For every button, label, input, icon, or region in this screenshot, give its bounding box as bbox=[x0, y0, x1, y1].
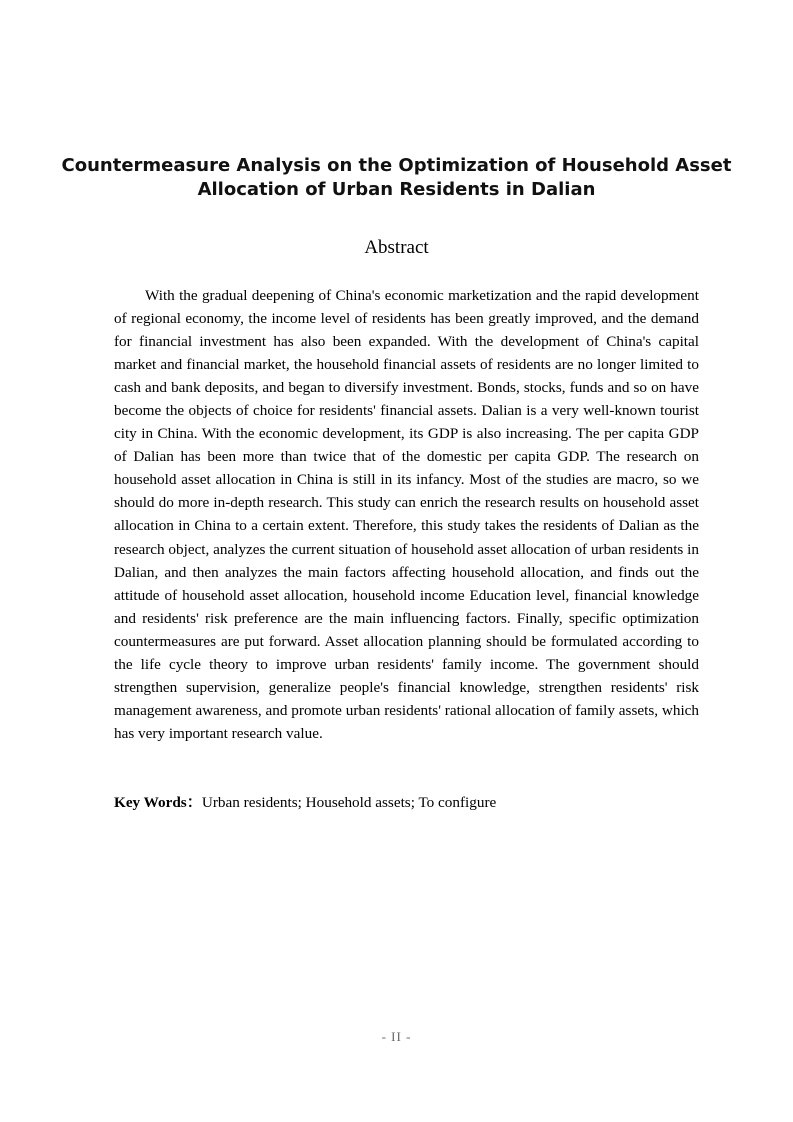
abstract-heading: Abstract bbox=[364, 237, 429, 258]
page-number: - II - bbox=[381, 1029, 412, 1044]
document-title-line-1: Countermeasure Analysis on the Optimization of Household Asset bbox=[61, 155, 732, 176]
document-title bbox=[60, 154, 733, 202]
keywords-label: Key Words： bbox=[114, 794, 202, 811]
keywords-line bbox=[114, 791, 699, 814]
abstract-paragraph: With the gradual deepening of China's economic marketization and the rapid development of regional economy, the income level of residents has been greatly improved, and the demand for financial investment has also been expanded. With the development of China's capital market and financial market, the household financial assets of residents are no longer limited to cash and bank deposits, and began to diversify investment. Bonds, stocks, funds and so on have become the objects of choice for residents' financial assets. Dalian is a very well-known tourist city in China. With the economic development, its GDP is also increasing. The per capita GDP of Dalian has been more than twice that of the domestic per capita GDP. The research on household asset allocation in China is still in its infancy. Most of the studies are macro, so we should do more in-depth research. This study can enrich the research results on household asset allocation in China to a certain extent. Therefore, this study takes the residents of Dalian as the research object, analyzes the current situation of household asset allocation of urban residents in Dalian, and then analyzes the main factors affecting household allocation, and finds out the attitude of household asset allocation, household income Education level, financial knowledge and residents' risk preference are the main influencing factors. Finally, specific optimization countermeasures are put forward. Asset allocation planning should be formulated according to the life cycle theory to improve urban residents' family income. The government should strengthen supervision, generalize people's financial knowledge, strengthen residents' risk management awareness, and promote urban residents' rational allocation of family assets, which has very important research value. bbox=[114, 287, 699, 742]
document-title-line-2: Allocation of Urban Residents in Dalian bbox=[197, 179, 596, 200]
keywords-value: Urban residents; Household assets; To configure bbox=[201, 794, 497, 811]
